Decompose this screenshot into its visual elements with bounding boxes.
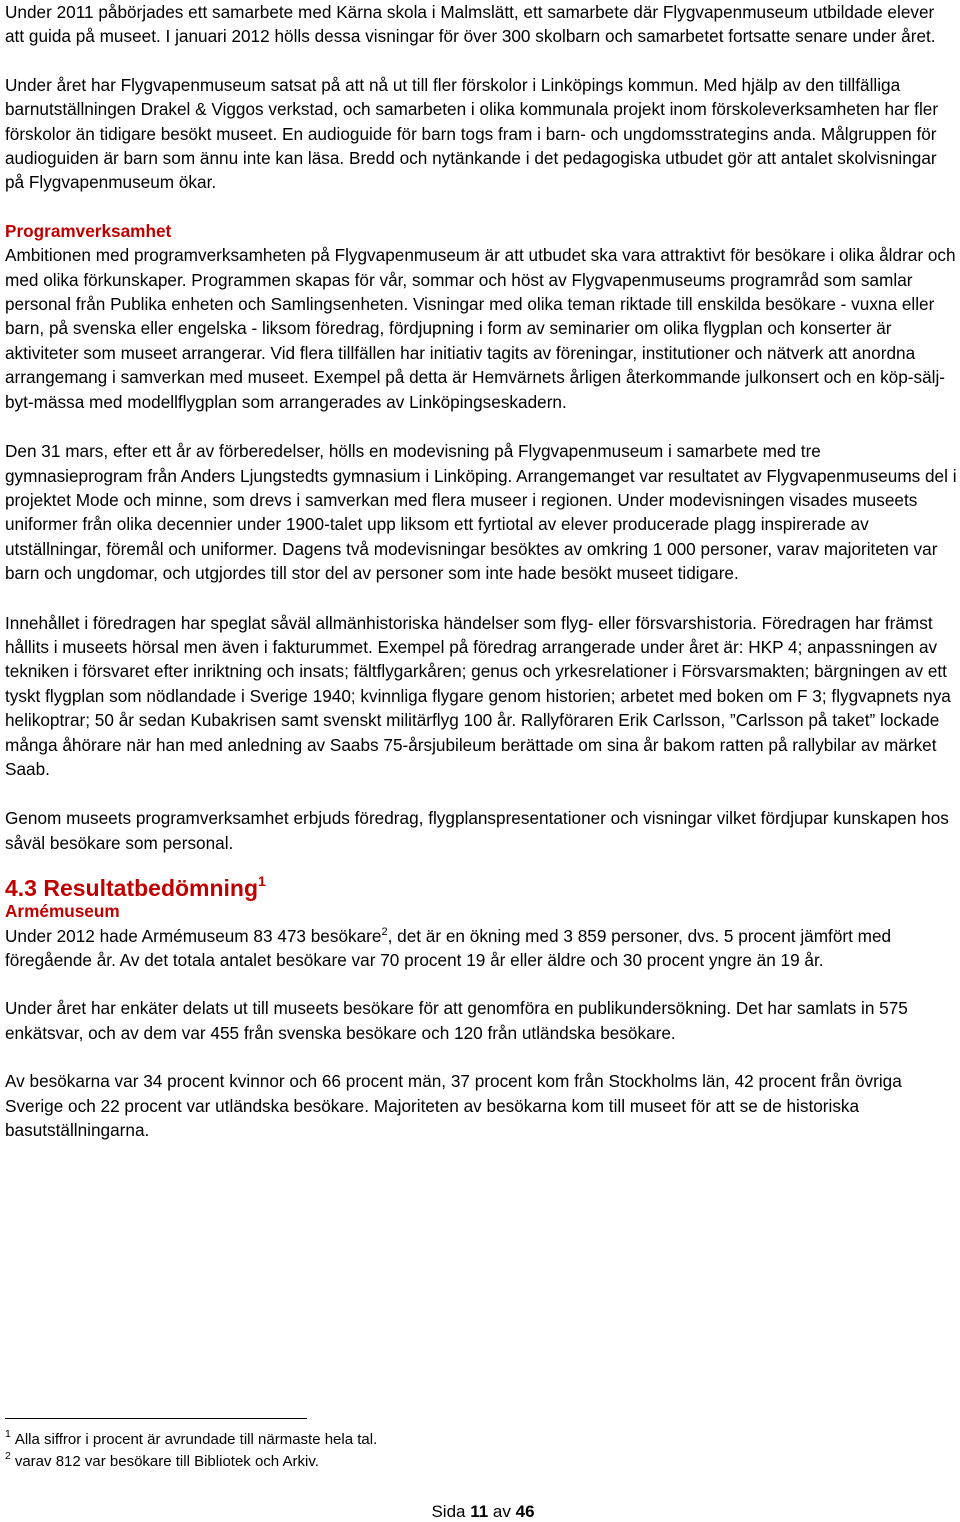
paragraph-forskolor: Under året har Flygvapenmuseum satsat på att nå ut till fler förskolor i Linköpings kommun. Med hjälp av den tillfälliga barnutställningen Drakel & Viggos verkstad, och samarbeten i olika kommunala projekt inom förskoleverksamheten har fler förskolor än tidigare besökt museet. En audioguide för barn togs fram i barn- och ungdomsstrategins anda. Målgruppen för audioguiden är barn som ännu inte kan läsa. Bredd och nytänkande i det pedagogiska utbudet gör att antalet skolvisningar på Flygvapenmuseum ökar.: [5, 74, 939, 193]
footnote-2: [5, 1451, 905, 1473]
page-number-prefix: Sida: [431, 1502, 471, 1521]
paragraph-programverksamhet-ambition: Ambitionen med programverksamheten på Flygvapenmuseum är att utbudet ska vara attraktivt för besökare i olika åldrar och med olika förkunskaper. Programmen skapas för vår, sommar och höst av Flygvapenmuseums programråd som samlar personal från Publika enheten och Samlingsenheten. Visningar med olika teman riktade till enskilda besökare - vuxna eller barn, på svenska eller engelska - liksom föredrag, fördjupning i form av seminarier om olika flygplan och konserter är aktiviteter som museet arrangerar. Vid flera tillfällen har initiativ tagits av föreningar, institutioner och nätverk att anordna arrangemang i samverkan med museet. Exempel på detta är Hemvärnets årligen återkommande julkonsert och en köp-sälj-byt-mässa med modellflygplan som arrangerades av Linköpingseskadern.: [5, 245, 956, 412]
page-number-total: 46: [515, 1502, 535, 1521]
paragraph-besokare-text-a: Under 2012 hade Armémuseum 83 473 besökare: [5, 925, 382, 946]
footnote-1-text: Alla siffror i procent är avrundade till närmaste hela tal.: [14, 1431, 378, 1448]
section-heading-programverksamhet: Programverksamhet: [5, 220, 172, 241]
paragraph-besokarstatistik: Av besökarna var 34 procent kvinnor och 66 procent män, 37 procent kom från Stockholms län, 42 procent från övriga Sverige och 22 procent var utländska besökare. Majoriteten av besökarna kom till museet för att se de historiska basutställningarna.: [5, 1071, 902, 1141]
paragraph-besokare-2012: [5, 924, 957, 973]
page-number-current: 11: [470, 1502, 489, 1521]
footnote-2-text: varav 812 var besökare till Bibliotek och Arkiv.: [14, 1453, 319, 1470]
footnote-1-number: 1: [5, 1428, 11, 1440]
page-number: [0, 1502, 960, 1522]
section-title-text: 4.3 Resultatbedömning: [5, 875, 259, 902]
footnotes: [5, 1429, 905, 1473]
footnote-ref-2[interactable]: 2: [381, 925, 388, 938]
footnote-1: [5, 1429, 905, 1451]
paragraph-besokare-text-b: , det är en ökning med 3 859 personer, dvs. 5 procent jämfört med föregående år. Av det totala antalet besökare var 70 procent 19 år eller äldre och 30 procent yngre än 19 år.: [5, 925, 892, 970]
paragraph-modevisning: Den 31 mars, efter ett år av förberedelser, hölls en modevisning på Flygvapenmuseum i samarbete med tre gymnasieprogram från Anders Ljungstedts gymnasium i Linköping. Arrangemanget var resultatet av Flygvapenmuseums del i projektet Mode och minne, som drevs i samverkan med flera museer i regionen. Under modevisningen visades museets uniformer från olika decennier under 1900-talet upp liksom ett fyrtiotal av elever producerade plagg inspirerade av utställningar, föremål och uniformer. Dagens två modevisningar besöktes av omkring 1 000 personer, varav majoriteten var barn och ungdomar, och utgjordes till stor del av personer som inte hade besökt museet tidigare.: [5, 441, 957, 584]
footnote-ref-1[interactable]: 1: [258, 873, 266, 890]
paragraph-foredrag: Innehållet i föredragen har speglat såväl allmänhistoriska händelser som flyg- eller försvarshistoria. Föredragen har främst hållits i museets hörsal men även i fakturummet. Exempel på föredrag arrangerade under året är: HKP 4; anpassningen av tekniken i försvaret efter inriktning och insats; fältflygarkåren; genus och yrkesrelationer i Försvarsmakten; bärgningen av ett tyskt flygplan som nödlandade i Sverige 1940; kvinnliga flygare genom historien; arbetet med boken om F 3; flygvapnets nya helikoptrar; 50 år sedan Kubakrisen samt svenskt militärflyg 100 år. Rallyföraren Erik Carlsson, ”Carlsson på taket” lockade många åhörare när han med anledning av Saabs 75-årsjubileum berättade om sina år bakom ratten på rallybilar av märket Saab.: [5, 612, 951, 779]
footnote-2-number: 2: [5, 1450, 11, 1462]
paragraph-enkater: Under året har enkäter delats ut till museets besökare för att genomföra en publikundersökning. Det har samlats in 575 enkätsvar, och av dem var 455 från svenska besökare och 120 från utländska besökare.: [5, 998, 908, 1043]
page-number-middle: av: [488, 1502, 516, 1521]
paragraph-karna-skola: Under 2011 påbörjades ett samarbete med Kärna skola i Malmslätt, ett samarbete där Flygvapenmuseum utbildade elever att guida på museet. I januari 2012 hölls dessa visningar för över 300 skolbarn och samarbetet fortsatte senare under året.: [5, 2, 936, 47]
footnote-separator: [5, 1418, 307, 1419]
document-page: [5, 0, 957, 1142]
paragraph-programverksamhet-summary: Genom museets programverksamhet erbjuds föredrag, flygplanspresentationer och visningar vilket fördjupar kunskapen hos såväl besökare som personal.: [5, 808, 949, 853]
subheading-armemuseum: Armémuseum: [5, 901, 120, 922]
